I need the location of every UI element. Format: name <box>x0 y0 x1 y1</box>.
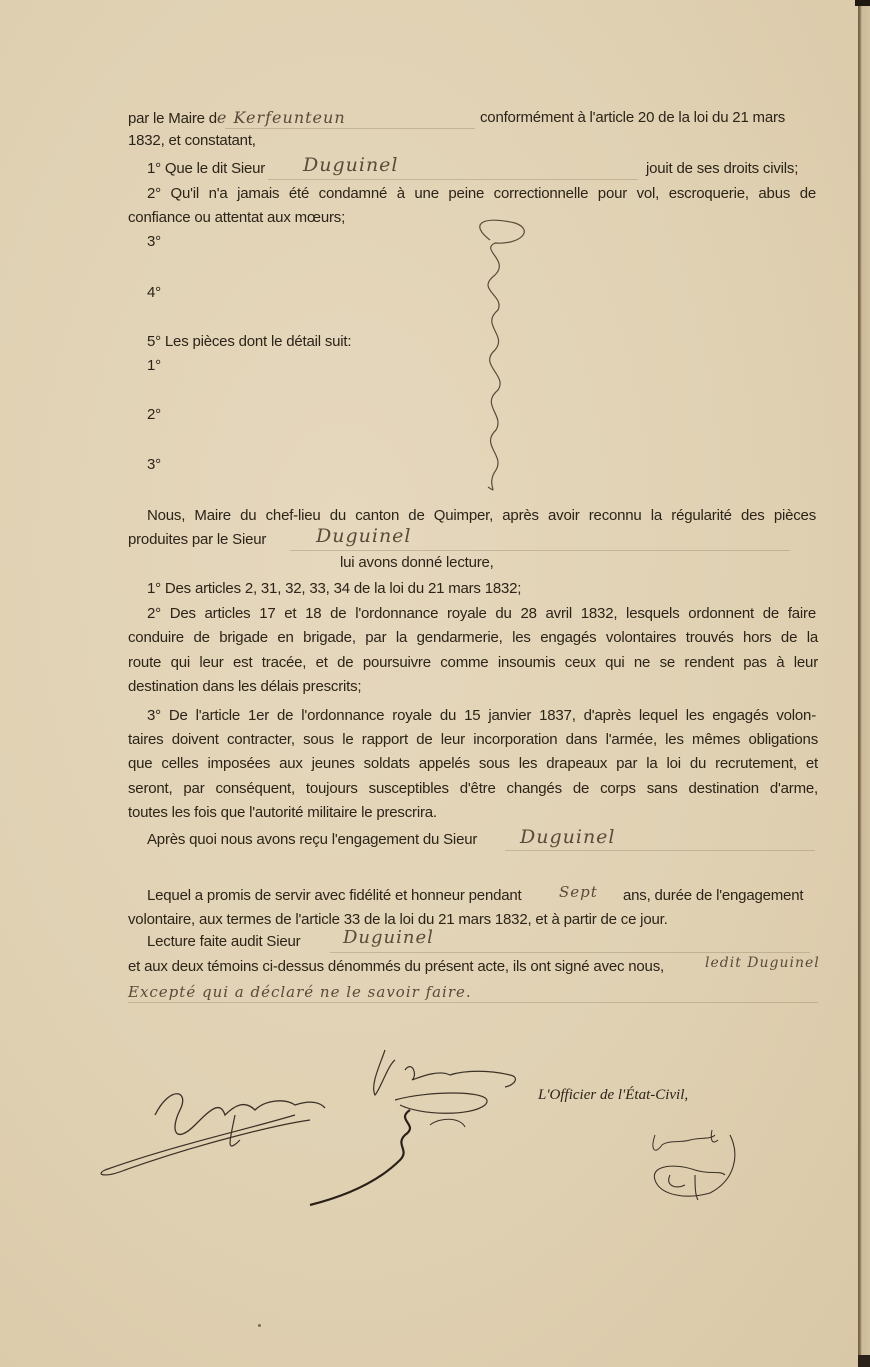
line-jeunes-soldats: que celles imposées aux jeunes soldats appelés sous les drapeaux par la loi du recrutement, et <box>128 755 818 772</box>
handwritten-excepte: Excepté qui a déclaré ne le savoir faire. <box>128 983 472 1001</box>
line-produites <box>128 525 818 550</box>
piece-1: 1° <box>147 357 161 374</box>
line-route: route qui leur est tracée, et de poursuivre comme insoumis ceux qui ne se rendent pas à leur <box>128 654 818 671</box>
line-promis <box>128 883 837 906</box>
line-maire <box>128 108 818 129</box>
piece-2: 2° <box>147 406 161 423</box>
handwritten-ledit: ledit Duguinel <box>705 955 820 971</box>
spine-top-shadow <box>855 0 870 6</box>
stain-mark <box>258 1324 261 1327</box>
handwritten-commune: e Kerfeunteun <box>216 108 346 127</box>
line-nous-maire: Nous, Maire du chef-lieu du canton de Quimper, après avoir reconnu la régularité des pièces <box>147 507 816 524</box>
line-temoins <box>128 957 818 977</box>
line-moeurs: confiance ou attentat aux mœurs; <box>128 209 346 226</box>
item-4: 4° <box>147 284 161 301</box>
text-par-le-maire: par le Maire d <box>128 110 217 127</box>
line-seront: seront, par conséquent, toujours susceptibles d'être changés de corps sans destination d'arme, <box>128 780 818 797</box>
handwritten-name: Duguinel <box>303 154 399 176</box>
line-contracter: taires doivent contracter, sous le rapport de leur incorporation dans l'armée, les mêmes obligations <box>128 731 818 748</box>
line-autorite: toutes les fois que l'autorité militaire le prescrira. <box>128 804 437 821</box>
line-destination: destination dans les délais prescrits; <box>128 678 362 695</box>
book-spine-edge <box>858 0 870 1367</box>
line-engagement <box>128 826 837 850</box>
text-conformement: conformément à l'article 20 de la loi du 21 mars <box>480 109 786 126</box>
line-volontaire: volontaire, aux termes de l'article 33 de la loi du 21 mars 1832, et à partir de ce jour. <box>128 911 668 928</box>
text-lequel-a-promis: Lequel a promis de servir avec fidélité et honneur pendant <box>147 887 522 904</box>
line-ordonnance-1837: 3° De l'article 1er de l'ordonnance royale du 15 janvier 1837, d'après lequel les engagés volon- <box>147 707 816 724</box>
officer-label: L'Officier de l'État-Civil, <box>538 1087 689 1103</box>
line-condamne: 2° Qu'il n'a jamais été condamné à une peine correctionnelle pour vol, escroquerie, abus de <box>147 185 816 202</box>
text-temoins: et aux deux témoins ci-dessus dénommés du présent acte, ils ont signé avec nous, <box>128 958 664 975</box>
text-ans-duree: ans, durée de l'engagement <box>623 887 804 904</box>
item-5-pieces: 5° Les pièces dont le détail suit: <box>147 333 352 350</box>
line-lecture-faite <box>128 927 837 952</box>
handwritten-name: Duguinel <box>343 927 434 948</box>
handwritten-name: Duguinel <box>316 525 412 547</box>
piece-3: 3° <box>147 456 161 473</box>
signature-bernard-icon <box>300 1045 530 1215</box>
line-droits-civils <box>128 154 837 179</box>
line-lecture: lui avons donné lecture, <box>340 554 494 571</box>
line-articles-loi: 1° Des articles 2, 31, 32, 33, 34 de la loi du 21 mars 1832; <box>147 580 522 597</box>
handwritten-years: Sept <box>559 883 598 901</box>
handwritten-name: Duguinel <box>520 826 616 848</box>
text-produites-par-le-sieur: produites par le Sieur <box>128 531 267 548</box>
line-brigade: conduire de brigade en brigade, par la gendarmerie, les engagés volontaires trouvés hors de la <box>128 629 818 646</box>
text-lecture-faite: Lecture faite audit Sieur <box>147 933 301 950</box>
text-que-le-dit-sieur: 1° Que le dit Sieur <box>147 160 266 177</box>
item-3: 3° <box>147 233 161 250</box>
line-ordonnance-1832: 2° Des articles 17 et 18 de l'ordonnance royale du 28 avril 1832, lesquels ordonnent de faire <box>147 605 816 622</box>
line-excepte <box>128 982 818 1003</box>
signature-officer-icon <box>640 1125 740 1205</box>
spine-bottom-shadow <box>858 1355 870 1367</box>
line-1832-constatant: 1832, et constatant, <box>128 132 256 149</box>
text-apres-quoi: Après quoi nous avons reçu l'engagement du Sieur <box>147 831 478 848</box>
text-jouit-droits: jouit de ses droits civils; <box>646 160 799 177</box>
handwritten-strike-squiggle-icon <box>460 215 540 500</box>
